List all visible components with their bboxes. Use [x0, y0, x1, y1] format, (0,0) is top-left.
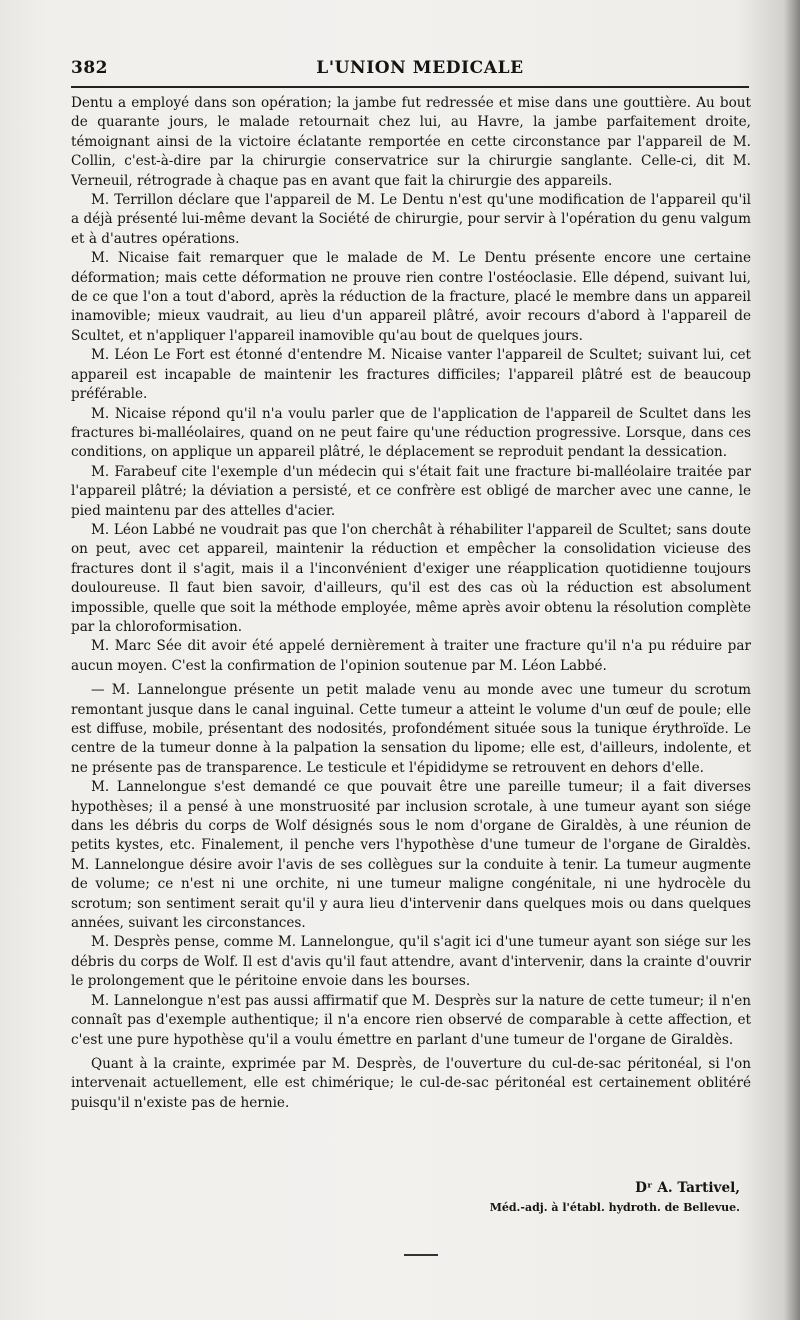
paragraph: M. Nicaise répond qu'il n'a voulu parler que de l'application de l'appareil de Scultet dans les fractures bi-malléolaires, quand on ne peut faire qu'une réduction progressive. Lorsque, dans ces conditions, on applique un appareil plâtré, le déplacement se reproduit pendant la dessication.	[71, 405, 751, 461]
paragraph: Quant à la crainte, exprimée par M. Desprès, de l'ouverture du cul-de-sac péritonéal, si l'on intervenait actuellement, elle est chimérique; le cul-de-sac péritonéal est certainement oblitéré puisqu'il n'existe pas de hernie.	[71, 1055, 751, 1111]
running-head-title: L'UNION MEDICALE	[316, 58, 524, 78]
paragraph: M. Farabeuf cite l'exemple d'un médecin qui s'était fait une fracture bi-malléolaire traitée par l'appareil plâtré; la déviation a persisté, et ce confrère est obligé de marcher avec une canne, le pied maintenu par des attelles d'acier.	[71, 463, 751, 519]
page-number: 382	[71, 58, 108, 78]
article-body	[71, 94, 751, 1113]
paragraph: M. Lannelongue s'est demandé ce que pouvait être une pareille tumeur; il a fait diverses hypothèses; il a pensé à une monstruosité par inclusion scrotale, à une tumeur ayant son siége dans les débris du corps de Wolf désignés sous le nom d'organe de Giraldès, à une réunion de petits kystes, etc. Finalement, il penche vers l'hypothèse d'une tumeur de l'organe de Giraldès. M. Lannelongue désire avoir l'avis de ses collègues sur la conduite à tenir. La tumeur augmente de volume; ce n'est ni une orchite, ni une tumeur maligne congénitale, ni une hydrocèle du scrotum; son sentiment serait qu'il y aura lieu d'intervenir dans quelques mois ou dans quelques années, suivant les circonstances.	[71, 779, 751, 932]
author-title: Méd.-adj. à l'établ. hydroth. de Bellevue.	[489, 1201, 740, 1214]
paragraph: Dentu a employé dans son opération; la jambe fut redressée et mise dans une gouttière. Au bout de quarante jours, le malade retournait chez lui, au Havre, la jambe parfaitement droite, témoignant ainsi de la victoire éclatante remportée en cette circonstance par l'appareil de M. Collin, c'est-à-dire par la chirurgie conservatrice sur la chirurgie sanglante. Celle-ci, dit M. Verneuil, rétrograde à chaque pas en avant que fait la chirurgie des appareils.	[71, 95, 751, 189]
author-name: Dʳ A. Tartivel,	[635, 1180, 740, 1196]
end-rule	[404, 1254, 438, 1256]
paragraph: M. Nicaise fait remarquer que le malade de M. Le Dentu présente encore une certaine déformation; mais cette déformation ne prouve rien contre l'ostéoclasie. Elle dépend, suivant lui, de ce que l'on a tout d'abord, après la réduction de la fracture, placé le membre dans un appareil inamovible; mieux vaudrait, au lieu d'un appareil plâtré, avoir recours d'abord à l'appareil de Scultet, et n'appliquer l'appareil inamovible qu'au bout de quelques jours.	[71, 250, 751, 344]
paragraph: — M. Lannelongue présente un petit malade venu au monde avec une tumeur du scrotum remontant jusque dans le canal inguinal. Cette tumeur a atteint le volume d'un œuf de poule; elle est diffuse, mobile, présentant des nodosités, profondément située sous la tunique érythroïde. Le centre de la tumeur donne à la palpation la sensation du lipome; elle est, d'ailleurs, indolente, et ne présente pas de transparence. Le testicule et l'épididyme se retrouvent en dehors d'elle.	[71, 682, 751, 776]
header-rule	[71, 86, 749, 88]
author-signature	[490, 1178, 740, 1218]
page-edge-shadow	[784, 0, 800, 1320]
paragraph: M. Marc Sée dit avoir été appelé dernièrement à traiter une fracture qu'il n'a pu réduire par aucun moyen. C'est la confirmation de l'opinion soutenue par M. Léon Labbé.	[71, 638, 751, 674]
paragraph: M. Lannelongue n'est pas aussi affirmatif que M. Desprès sur la nature de cette tumeur; il n'en connaît pas d'exemple authentique; il n'a encore rien observé de comparable à cette affection, et c'est une pure hypothèse qu'il a voulu émettre en parlant d'une tumeur de l'organe de Giraldès.	[71, 992, 751, 1048]
paragraph: M. Léon Le Fort est étonné d'entendre M. Nicaise vanter l'appareil de Scultet; suivant lui, cet appareil est incapable de maintenir les fractures difficiles; l'appareil plâtré est de beaucoup préférable.	[71, 347, 751, 403]
paragraph: M. Léon Labbé ne voudrait pas que l'on cherchât à réhabiliter l'appareil de Scultet; sans doute on peut, avec cet appareil, maintenir la réduction et empêcher la consolidation vicieuse des fractures dont il s'agit, mais il a l'inconvénient d'exiger une réapplication quotidienne toujours douloureuse. Il faut bien savoir, d'ailleurs, qu'il est des cas où la réduction est absolument impossible, quelle que soit la méthode employée, même après avoir obtenu la résolution complète par la chloroformisation.	[71, 521, 751, 635]
paragraph: M. Terrillon déclare que l'appareil de M. Le Dentu n'est qu'une modification de l'appareil qu'il a déjà présenté lui-même devant la Société de chirurgie, pour servir à l'opération du genu valgum et à d'autres opérations.	[71, 192, 751, 247]
paragraph: M. Desprès pense, comme M. Lannelongue, qu'il s'agit ici d'une tumeur ayant son siége sur les débris du corps de Wolf. Il est d'avis qu'il faut attendre, avant d'intervenir, dans la crainte d'ouvrir le prolongement que le péritoine envoie dans les bourses.	[71, 934, 751, 990]
